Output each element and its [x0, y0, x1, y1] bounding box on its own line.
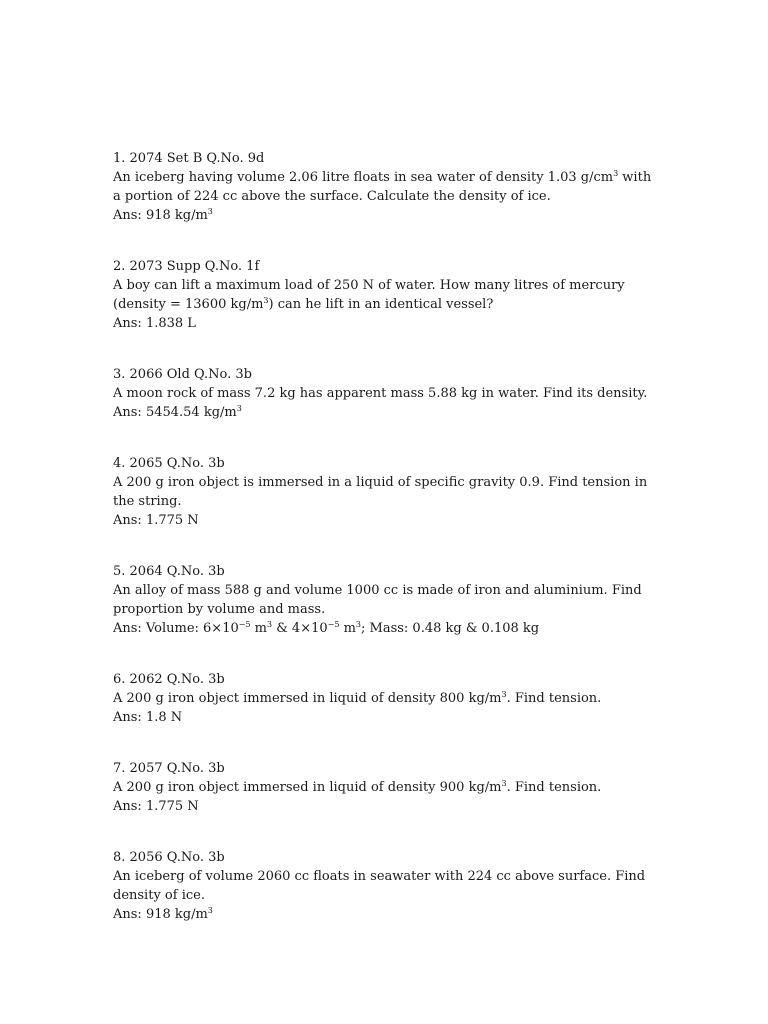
- question-heading: 3. 2066 Old Q.No. 3b: [113, 367, 252, 382]
- answer-text: Ans: 1.775 N: [113, 799, 199, 814]
- question-text: An alloy of mass 588 g and volume 1000 cc is made of iron and aluminium. Find proportion by volume and mass.: [113, 583, 642, 617]
- question-text: A moon rock of mass 7.2 kg has apparent mass 5.88 kg in water. Find its density.: [113, 386, 648, 401]
- question-item-3: [113, 365, 658, 422]
- question-heading: 1. 2074 Set B Q.No. 9d: [113, 151, 265, 166]
- question-heading: 8. 2056 Q.No. 3b: [113, 850, 225, 865]
- question-heading: 5. 2064 Q.No. 3b: [113, 564, 225, 579]
- answer-text: Ans: 918 $kg/m^3$: [113, 906, 213, 922]
- question-heading: 2. 2073 Supp Q.No. 1f: [113, 259, 260, 274]
- answer-text: Ans: 918 $kg/m^3$: [113, 207, 213, 223]
- answer-text: Ans: 1.775 N: [113, 513, 199, 528]
- question-heading: 4. 2065 Q.No. 3b: [113, 456, 225, 471]
- question-text: A 200 g iron object is immersed in a liquid of specific gravity 0.9. Find tension in the string.: [113, 475, 648, 509]
- question-text: A 200 g iron object immersed in liquid of density 900 $kg/m^3$. Find tension.: [113, 779, 602, 795]
- question-text: An iceberg having volume 2.06 litre floats in sea water of density 1.03 $g/cm^3$ with a portion of 224 cc above the surface. Calculate the density of ice.: [113, 169, 652, 204]
- question-text: A boy can lift a maximum load of 250 N of water. How many litres of mercury (density = 13600 $kg/m^3$) can he lift in an identical vessel?: [113, 278, 625, 312]
- question-item-8: [113, 848, 658, 924]
- answer-text: Ans: 1.8 N: [113, 710, 183, 725]
- question-item-4: [113, 454, 658, 530]
- question-text: An iceberg of volume 2060 cc floats in seawater with 224 cc above surface. Find density of ice.: [113, 869, 646, 903]
- question-heading: 7. 2057 Q.No. 3b: [113, 761, 225, 776]
- question-text: A 200 g iron object immersed in liquid of density 800 $kg/m^3$. Find tension.: [113, 690, 602, 706]
- answer-text: Ans: 5454.54 $kg/m^3$: [113, 404, 242, 420]
- question-item-7: [113, 759, 658, 816]
- question-heading: 6. 2062 Q.No. 3b: [113, 672, 225, 687]
- question-item-5: [113, 562, 658, 638]
- question-item-2: [113, 257, 658, 333]
- question-item-1: [113, 149, 658, 225]
- question-item-6: [113, 670, 658, 727]
- answer-text: Ans: Volume: $6\times 10^{-5}$ $m^3$ & $4\times 10^{-5}$ $m^3$; Mass: 0.48 kg & 0.108 kg: [113, 620, 540, 636]
- document-page: [113, 149, 658, 956]
- answer-text: Ans: 1.838 L: [113, 316, 196, 331]
